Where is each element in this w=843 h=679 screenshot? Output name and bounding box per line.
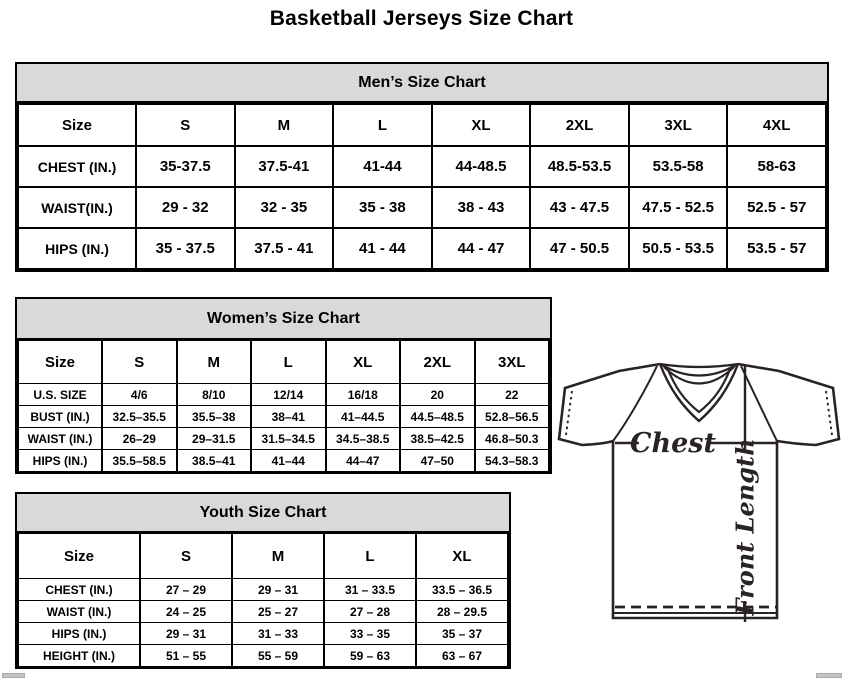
size-value-cell: 38 - 43 (432, 187, 531, 228)
size-value-cell: 48.5-53.5 (530, 146, 629, 187)
row-label: WAIST (IN.) (18, 428, 102, 450)
size-value-cell: 32 - 35 (235, 187, 334, 228)
jersey-collar-inner-v (667, 367, 731, 412)
size-value-cell: 37.5 - 41 (235, 228, 334, 269)
column-header: 4XL (727, 104, 826, 146)
column-header: L (251, 341, 326, 384)
row-label: WAIST (IN.) (18, 601, 140, 623)
size-column-header: Size (18, 341, 102, 384)
size-value-cell: 38.5–41 (177, 450, 252, 472)
row-label: CHEST (IN.) (18, 579, 140, 601)
row-label: HIPS (IN.) (18, 623, 140, 645)
column-header: S (136, 104, 235, 146)
size-value-cell: 27 – 28 (324, 601, 416, 623)
jersey-right-seam (741, 366, 777, 441)
size-value-cell: 53.5-58 (629, 146, 728, 187)
size-value-cell: 31.5–34.5 (251, 428, 326, 450)
column-header: XL (326, 341, 401, 384)
column-header: M (177, 341, 252, 384)
column-header: L (333, 104, 432, 146)
size-value-cell: 58-63 (727, 146, 826, 187)
size-value-cell: 31 – 33 (232, 623, 324, 645)
row-label: HIPS (IN.) (18, 228, 136, 269)
table-row (18, 450, 549, 472)
front-length-label: Front Length (730, 438, 760, 616)
column-header: XL (416, 534, 508, 579)
size-value-cell: 33.5 – 36.5 (416, 579, 508, 601)
size-value-cell: 43 - 47.5 (530, 187, 629, 228)
column-header: 3XL (629, 104, 728, 146)
size-value-cell: 63 – 67 (416, 645, 508, 667)
size-value-cell: 44.5–48.5 (400, 406, 475, 428)
size-value-cell: 24 – 25 (140, 601, 232, 623)
column-header: XL (432, 104, 531, 146)
size-value-cell: 29 – 31 (140, 623, 232, 645)
size-value-cell: 22 (475, 384, 550, 406)
size-value-cell: 20 (400, 384, 475, 406)
page-title: Basketball Jerseys Size Chart (269, 7, 574, 30)
jersey-collar-top-arc (660, 364, 738, 367)
row-label: HEIGHT (IN.) (18, 645, 140, 667)
size-value-cell: 44-48.5 (432, 146, 531, 187)
size-value-cell: 50.5 - 53.5 (629, 228, 728, 269)
size-value-cell: 54.3–58.3 (475, 450, 550, 472)
mens-size-table (17, 103, 827, 270)
jersey-right-cuff-dashed (826, 391, 832, 435)
size-value-cell: 35 - 38 (333, 187, 432, 228)
column-header: 2XL (400, 341, 475, 384)
size-value-cell: 47–50 (400, 450, 475, 472)
size-value-cell: 55 – 59 (232, 645, 324, 667)
size-value-cell: 41-44 (333, 146, 432, 187)
size-value-cell: 16/18 (326, 384, 401, 406)
size-value-cell: 35.5–58.5 (102, 450, 177, 472)
size-value-cell: 35 - 37.5 (136, 228, 235, 269)
size-value-cell: 47 - 50.5 (530, 228, 629, 269)
size-value-cell: 25 – 27 (232, 601, 324, 623)
table-row (18, 601, 508, 623)
column-header: 3XL (475, 341, 550, 384)
size-value-cell: 8/10 (177, 384, 252, 406)
size-value-cell: 26–29 (102, 428, 177, 450)
size-value-cell: 46.8–50.3 (475, 428, 550, 450)
scrollbar-fragment-left (2, 673, 25, 678)
table-row (18, 187, 826, 228)
column-header: 2XL (530, 104, 629, 146)
size-value-cell: 38.5–42.5 (400, 428, 475, 450)
column-header: M (232, 534, 324, 579)
size-value-cell: 37.5-41 (235, 146, 334, 187)
womens-chart-title: Women’s Size Chart (17, 299, 550, 340)
size-value-cell: 44 - 47 (432, 228, 531, 269)
size-value-cell: 41–44.5 (326, 406, 401, 428)
column-header: S (140, 534, 232, 579)
size-value-cell: 38–41 (251, 406, 326, 428)
table-row (18, 579, 508, 601)
size-value-cell: 12/14 (251, 384, 326, 406)
size-value-cell: 33 – 35 (324, 623, 416, 645)
size-value-cell: 4/6 (102, 384, 177, 406)
table-row (18, 645, 508, 667)
size-value-cell: 41–44 (251, 450, 326, 472)
size-value-cell: 35.5–38 (177, 406, 252, 428)
jersey-measurement-diagram (555, 355, 843, 665)
size-value-cell: 51 – 55 (140, 645, 232, 667)
size-value-cell: 27 – 29 (140, 579, 232, 601)
mens-chart-title: Men’s Size Chart (17, 64, 827, 103)
mens-size-chart (15, 62, 829, 272)
womens-size-chart (15, 297, 552, 474)
table-row (18, 384, 549, 406)
row-label: BUST (IN.) (18, 406, 102, 428)
size-value-cell: 59 – 63 (324, 645, 416, 667)
size-column-header: Size (18, 534, 140, 579)
table-row (18, 228, 826, 269)
size-value-cell: 53.5 - 57 (727, 228, 826, 269)
womens-size-table (17, 340, 550, 472)
size-value-cell: 29 - 32 (136, 187, 235, 228)
table-row (18, 428, 549, 450)
size-value-cell: 35-37.5 (136, 146, 235, 187)
size-value-cell: 31 – 33.5 (324, 579, 416, 601)
column-header: M (235, 104, 334, 146)
size-value-cell: 52.8–56.5 (475, 406, 550, 428)
scrollbar-fragment-right (816, 673, 842, 678)
row-label: U.S. SIZE (18, 384, 102, 406)
table-row (18, 146, 826, 187)
size-value-cell: 41 - 44 (333, 228, 432, 269)
row-label: HIPS (IN.) (18, 450, 102, 472)
table-row (18, 406, 549, 428)
size-value-cell: 29–31.5 (177, 428, 252, 450)
size-value-cell: 35 – 37 (416, 623, 508, 645)
jersey-left-cuff-dashed (566, 391, 572, 435)
size-value-cell: 28 – 29.5 (416, 601, 508, 623)
size-value-cell: 34.5–38.5 (326, 428, 401, 450)
size-column-header: Size (18, 104, 136, 146)
youth-chart-title: Youth Size Chart (17, 494, 509, 533)
youth-size-chart (15, 492, 511, 669)
jersey-illustration (555, 355, 843, 665)
row-label: CHEST (IN.) (18, 146, 136, 187)
column-header: L (324, 534, 416, 579)
table-row (18, 623, 508, 645)
size-value-cell: 29 – 31 (232, 579, 324, 601)
column-header: S (102, 341, 177, 384)
size-value-cell: 52.5 - 57 (727, 187, 826, 228)
size-value-cell: 47.5 - 52.5 (629, 187, 728, 228)
row-label: WAIST(IN.) (18, 187, 136, 228)
jersey-body-outline (559, 364, 839, 618)
size-value-cell: 44–47 (326, 450, 401, 472)
youth-size-table (17, 533, 509, 667)
chest-label: Chest (630, 428, 716, 459)
size-value-cell: 32.5–35.5 (102, 406, 177, 428)
